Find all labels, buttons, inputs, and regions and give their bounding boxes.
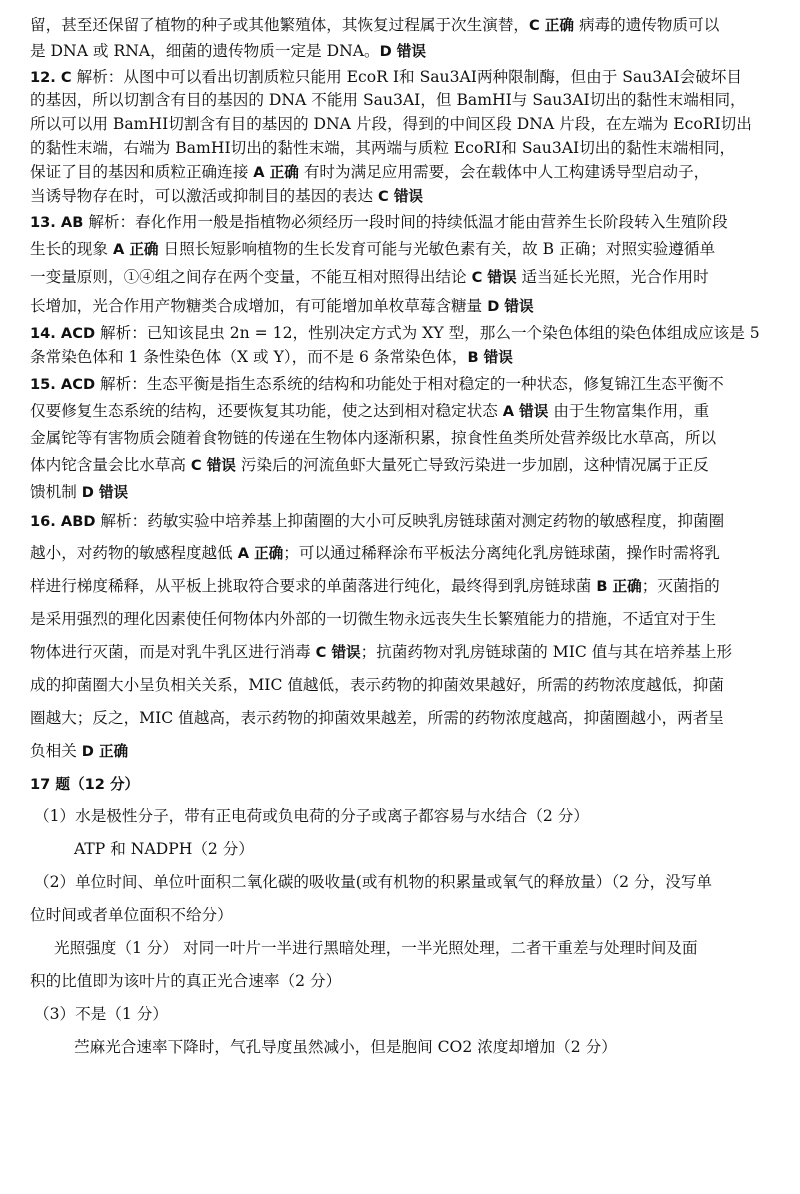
text-line: 积的比值即为该叶片的真正光合速率（2 分） — [30, 972, 342, 990]
text-line: 成的抑菌圈大小呈负相关关系，MIC 值越低，表示药物的抑菌效果越好，所需的药物浓度越低，抑菌 — [30, 676, 724, 694]
q15-heading-line: 15. ACD 解析：生态平衡是指生态系统的结构和功能处于相对稳定的一种状态，修复锦江生态平衡不 — [30, 375, 724, 393]
text-line: 越小，对药物的敏感程度越低 A 正确；可以通过稀释涂布平板法分离纯化乳房链球菌，操作时需将乳 — [30, 544, 720, 562]
q13-heading-line: 13. AB 解析：春化作用一般是指植物必须经历一段时间的持续低温才能由营养生长阶段转入生殖阶段 — [30, 213, 728, 231]
text-line: 生长的现象 A 正确 日照长短影响植物的生长发育可能与光敏色素有关，故 B 正确；对照实验遵循单 — [30, 240, 716, 258]
text-line: 的基因，所以切割含有目的基因的 DNA 不能用 Sau3AⅠ，但 BamHⅠ与 Sau3AⅠ切出的黏性末端相同， — [30, 91, 746, 109]
text-line: 馈机制 D 错误 — [30, 483, 129, 501]
text-line: ATP 和 NADPH（2 分） — [74, 840, 254, 858]
text-line: 样进行梯度稀释，从平板上挑取符合要求的单菌落进行纯化，最终得到乳房链球菌 B 正确；灭菌指的 — [30, 577, 720, 595]
text-line: 条常染色体和 1 条性染色体（X 或 Y），而不是 6 条常染色体，B 错误 — [30, 348, 513, 366]
text-line: 所以可以用 BamHⅠ切割含有目的基因的 DNA 片段，得到的中间区段 DNA 片段，在左端为 EcoRⅠ切出 — [30, 115, 752, 133]
text-line: 金属铊等有害物质会随着食物链的传递在生物体内逐渐积累，掠食性鱼类所处营养级比水草高，所以 — [30, 429, 717, 447]
text-line: 一变量原则，①④组之间存在两个变量，不能互相对照得出结论 C 错误 适当延长光照，光合作用时 — [30, 268, 709, 286]
text-line: （3）不是（1 分） — [34, 1005, 168, 1023]
text-line: 圈越大；反之，MIC 值越高，表示药物的抑菌效果越差，所需的药物浓度越高，抑菌圈越小，两者呈 — [30, 709, 724, 727]
text-line: 留，甚至还保留了植物的种子或其他繁殖体，其恢复过程属于次生演替，C 正确 病毒的遗传物质可以 — [30, 16, 720, 34]
text-line: （1）水是极性分子，带有正电荷或负电荷的分子或离子都容易与水结合（2 分） — [34, 807, 589, 825]
text-line: 保证了目的基因和质粒正确连接 A 正确 有时为满足应用需要，会在载体中人工构建诱导型启动子， — [30, 163, 710, 181]
q12-heading-line: 12. C 解析：从图中可以看出切割质粒只能用 EcoR Ⅰ和 Sau3AⅠ两种限制酶，但由于 Sau3AⅠ会破坏目 — [30, 68, 742, 86]
text-line: 长增加，光合作用产物糖类合成增加，有可能增加单枚草莓含糖量 D 错误 — [30, 297, 534, 315]
text-line: 仅要修复生态系统的结构，还要恢复其功能，使之达到相对稳定状态 A 错误 由于生物富集作用，重 — [30, 402, 710, 420]
text-line: 当诱导物存在时，可以激活或抑制目的基因的表达 C 错误 — [30, 187, 424, 205]
text-line: 是 DNA 或 RNA，细菌的遗传物质一定是 DNA。D 错误 — [30, 42, 426, 60]
text-line: 光照强度（1 分） 对同一叶片一半进行黑暗处理，一半光照处理，二者干重差与处理时间及面 — [54, 939, 698, 957]
q14-heading-line: 14. ACD 解析：已知该昆虫 2n = 12，性别决定方式为 XY 型，那么一个染色体组的染色体组成应该是 5 — [30, 324, 760, 342]
text-line: 体内铊含量会比水草高 C 错误 污染后的河流鱼虾大量死亡导致污染进一步加剧，这种情况属于正反 — [30, 456, 709, 474]
text-line: 的黏性末端，右端为 BamHⅠ切出的黏性末端，其两端与质粒 EcoRⅠ和 Sau3AⅠ切出的黏性末端相同， — [30, 139, 736, 157]
text-line: 负相关 D 正确 — [30, 742, 129, 760]
text-line: 苎麻光合速率下降时，气孔导度虽然减小，但是胞间 CO2 浓度却增加（2 分） — [74, 1038, 617, 1056]
text-line: 是采用强烈的理化因素使任何物体内外部的一切微生物永远丧失生长繁殖能力的措施，不适宜对于生 — [30, 610, 717, 628]
text-line: 物体进行灭菌，而是对乳牛乳区进行消毒 C 错误；抗菌药物对乳房链球菌的 MIC 值与其在培养基上形 — [30, 643, 733, 661]
text-line: （2）单位时间、单位叶面积二氧化碳的吸收量(或有机物的积累量或氧气的释放量）（2 分，没写单 — [34, 873, 713, 891]
q16-heading-line: 16. ABD 解析：药敏实验中培养基上抑菌圈的大小可反映乳房链球菌对测定药物的敏感程度，抑菌圈 — [30, 512, 725, 530]
q17-heading: 17 题（12 分） — [30, 776, 140, 793]
text-line: 位时间或者单位面积不给分） — [30, 906, 233, 924]
